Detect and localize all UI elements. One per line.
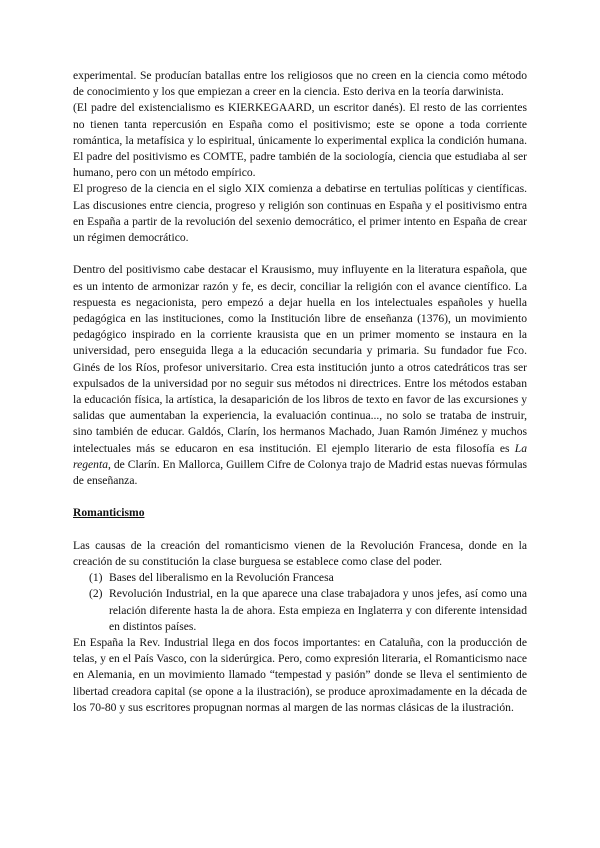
krausismo-text-end: , de Clarín. En Mallorca, Guillem Cifre de Colonya trajo de Madrid estas nuevas fórmulas de enseñanza. <box>73 457 527 488</box>
paragraph-science-progress: El progreso de la ciencia en el siglo XIX comienza a debatirse en tertulias políticas y científicas. Las discusiones entre ciencia, progreso y religión son continuas en España y el positivismo entra en España a partir de la revolución del sexenio democrático, el primer intento en España de crear un régimen democrático. <box>73 182 527 245</box>
document-page <box>73 68 527 716</box>
paragraph-spacer <box>73 489 527 505</box>
paragraph-romanticismo-spain: En España la Rev. Industrial llega en dos focos importantes: en Cataluña, con la producción de telas, y en el País Vasco, con la siderúrgica. Pero, como expresión literaria, el Romanticismo nace en Alemania, en un movimiento llamado “tempestad y pasión” donde se lleva el sentimiento de libertad creadora capital (se opone a la ilustración), se produce aproximadamente en la década de los 70-80 y sus escritores propugnan normas al margen de las normas clásicas de la ilustración. <box>73 636 527 714</box>
section-heading-romanticismo: Romanticismo <box>73 506 145 520</box>
krausismo-text: Dentro del positivismo cabe destacar el Krausismo, muy influyente en la literatura española, que es un intento de armonizar razón y fe, es decir, conciliar la religión con el avance científico. La respuesta es negacionista, pero empezó a dejar huella en los intelectuales españoles y huella pedagógica en las instituciones, como la Institución libre de enseñanza (1376), un movimiento pedagógico inspirado en la corriente krausista que en un primer momento se instaura en la universidad, pero enseguida llega a la educación secundaria y primaria. Su fundador fue Fco. Ginés de los Ríos, profesor universitario. Crea esta institución junto a otros catedráticos tras ser expulsados de la universidad por no seguir sus métodos ni directrices. Entre los métodos estaban la educación física, la artística, la desaparición de los libros de texto en favor de las excursiones y salidas que aumentaban la experiencia, la evaluación continua..., no solo se trataba de instruir, sino también de educar. Galdós, Clarín, los hermanos Machado, Juan Ramón Jiménez y muchos intelectuales más se educaron en esa institución. El ejemplo literario de esta filosofía es <box>73 263 527 455</box>
list-item-number: (2) <box>89 587 103 601</box>
causes-list <box>73 570 527 635</box>
paragraph-krausismo <box>73 262 527 489</box>
list-item-number: (1) <box>89 571 103 585</box>
paragraph-positivism: (El padre del existencialismo es KIERKEGAARD, un escritor danés). El resto de las corrientes no tienen tanta repercusión en España como el positivismo; este se opone a toda corriente romántica, la metafísica y lo espiritual, únicamente lo experimental explica la condición humana. El padre del positivismo es COMTE, padre también de la sociología, ciencia que estudiaba al ser humano, pero con un método empírico. <box>73 101 527 180</box>
list-item-text: Bases del liberalismo en la Revolución Francesa <box>109 571 334 585</box>
paragraph-spacer <box>73 246 527 262</box>
list-item <box>73 570 527 586</box>
book-title-la-regenta: La regenta <box>73 441 527 471</box>
list-item <box>73 586 527 635</box>
paragraph-darwinism: experimental. Se producían batallas entre los religiosos que no creen en la ciencia como método de conocimiento y los que empiezan a creer en la ciencia. Esto deriva en la teoría darwinista. <box>73 69 527 99</box>
paragraph-romanticismo-intro: Las causas de la creación del romanticismo vienen de la Revolución Francesa, donde en la creación de su constitución la clase burguesa se establece como clase del poder. <box>73 538 527 569</box>
paragraph-spacer <box>73 522 527 538</box>
list-item-text: Revolución Industrial, en la que aparece una clase trabajadora y unos jefes, así como una relación diferente hasta la de ahora. Esta empieza en Inglaterra y con diferente intensidad en distintos países. <box>109 587 527 633</box>
